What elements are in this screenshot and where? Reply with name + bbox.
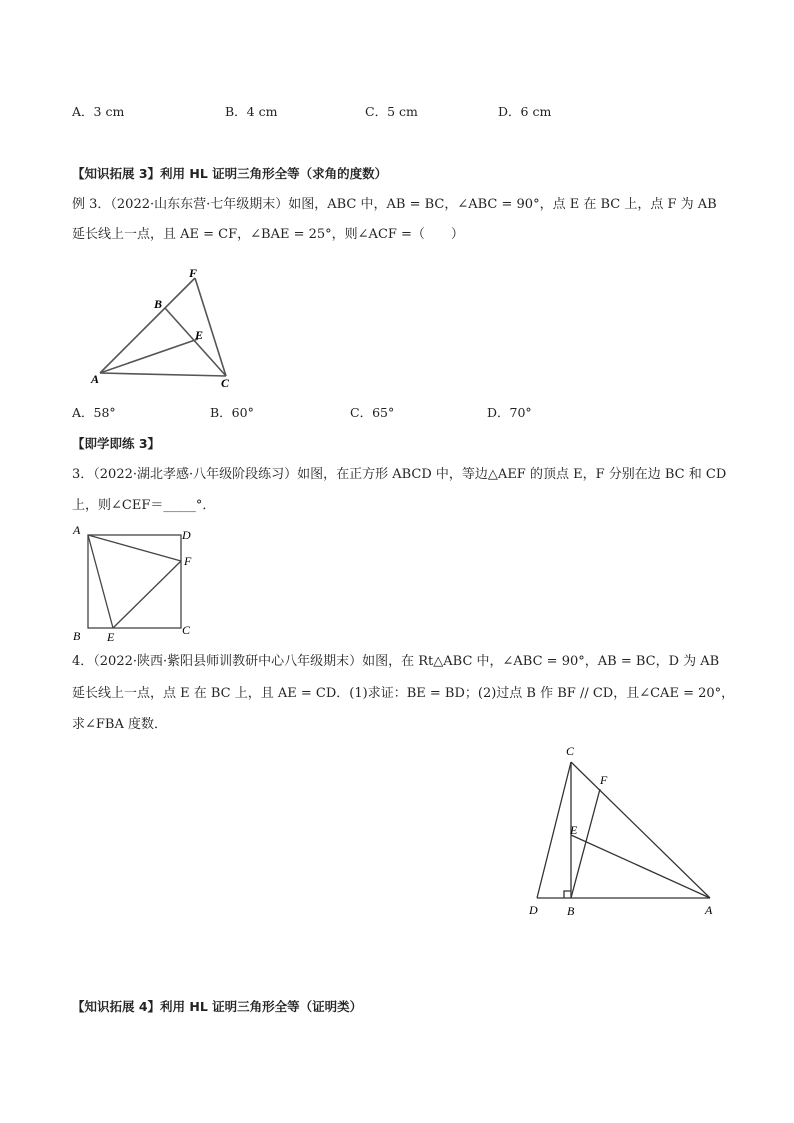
label-E: E — [570, 823, 578, 837]
label-E: E — [195, 328, 204, 342]
label-D: D — [182, 528, 191, 542]
label-F: F — [184, 554, 192, 568]
option-a: A．3 cm — [72, 104, 125, 119]
option-d: D．6 cm — [498, 104, 552, 119]
label-A: A — [91, 372, 100, 386]
option-a: A．58° — [72, 405, 116, 420]
label-F: F — [189, 266, 198, 280]
option-d: D．70° — [487, 405, 532, 420]
label-B: B — [73, 629, 81, 643]
question3-line2: 上，则∠CEF＝_____°． — [72, 498, 216, 513]
label-A: A — [705, 903, 713, 917]
section-heading-ext4: 【知识拓展 4】利用 HL 证明三角形全等（证明类） — [72, 999, 363, 1014]
example3-triangle-figure — [88, 262, 248, 392]
example3-line1: 例 3．（2022·山东东营·七年级期末）如图，ABC 中，AB = BC，∠ABC = 90°，点 E 在 BC 上，点 F 为 AB — [72, 197, 717, 212]
option-c: C．5 cm — [365, 104, 418, 119]
option-b: B．4 cm — [225, 104, 278, 119]
label-C: C — [182, 623, 191, 637]
option-b: B．60° — [210, 405, 254, 420]
label-D: D — [529, 903, 538, 917]
question4-line1: 4．（2022·陕西·紫阳县师训教研中心八年级期末）如图，在 Rt△ABC 中，∠ABC = 90°，AB = BC，D 为 AB — [72, 654, 720, 669]
label-E: E — [107, 630, 115, 644]
question3-square-figure — [70, 520, 200, 645]
label-A: A — [73, 523, 81, 537]
label-C: C — [221, 376, 230, 390]
question4-triangle-figure — [520, 738, 730, 923]
label-B: B — [154, 297, 163, 311]
label-C: C — [566, 744, 575, 758]
question4-line3: 求∠FBA 度数． — [72, 717, 167, 732]
option-c: C．65° — [350, 405, 395, 420]
label-B: B — [567, 904, 575, 918]
question3-line1: 3．（2022·湖北孝感·八年级阶段练习）如图，在正方形 ABCD 中，等边△AEF 的顶点 E，F 分别在边 BC 和 CD — [72, 467, 727, 482]
example3-line2: 延长线上一点，且 AE = CF，∠BAE = 25°，则∠ACF =（ ） — [72, 227, 464, 242]
section-heading-ext3: 【知识拓展 3】利用 HL 证明三角形全等（求角的度数） — [72, 166, 388, 181]
question4-line2: 延长线上一点，点 E 在 BC 上，且 AE = CD．(1)求证：BE = BD；(2)过点 B 作 BF // CD，且∠CAE = 20°， — [72, 686, 735, 701]
practice-heading: 【即学即练 3】 — [72, 436, 161, 451]
label-F: F — [600, 773, 608, 787]
